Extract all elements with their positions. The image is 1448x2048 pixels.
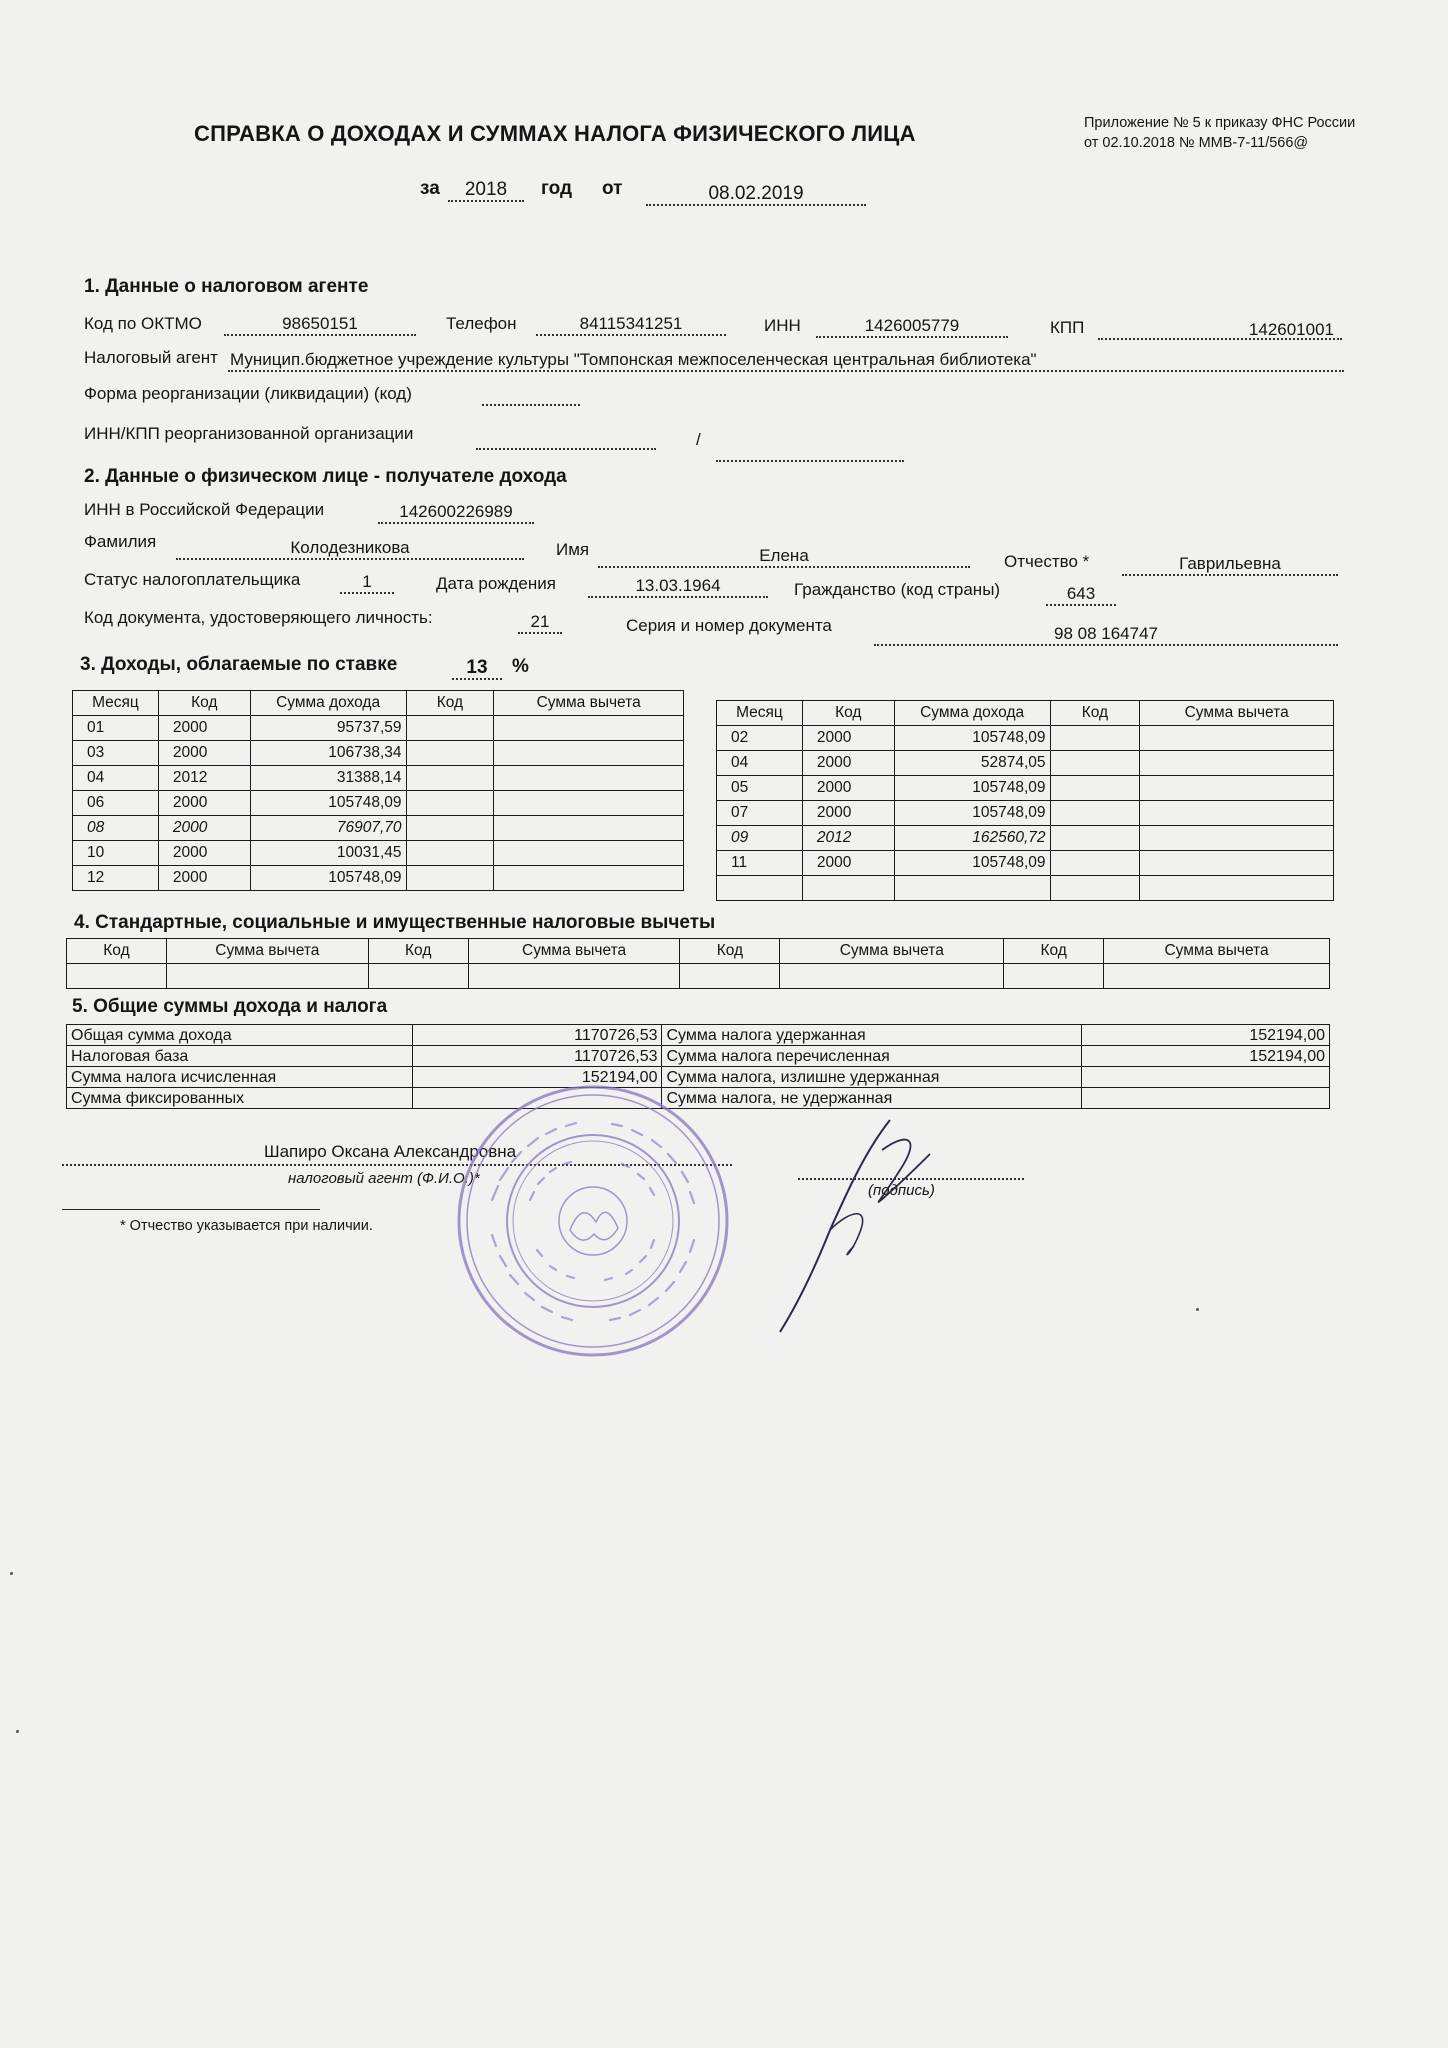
deduction-code-cell — [406, 716, 494, 741]
income-header-row — [73, 691, 684, 716]
deductions-header-cell: Код — [67, 939, 167, 964]
deductions-empty-cell — [680, 964, 780, 989]
deduction-code-cell — [406, 866, 494, 891]
totals-left-value: 152194,00 — [412, 1067, 662, 1088]
income-table-left — [72, 690, 684, 891]
deductions-empty-cell — [166, 964, 368, 989]
income-month-cell: 07 — [717, 801, 803, 826]
totals-left-value: 1170726,53 — [412, 1025, 662, 1046]
income-header-cell: Сумма дохода — [250, 691, 406, 716]
report-date: 08.02.2019 — [646, 184, 866, 206]
deductions-header-cell: Сумма вычета — [468, 939, 680, 964]
income-code-cell: 2000 — [158, 866, 250, 891]
income-month-cell: 04 — [717, 751, 803, 776]
deduction-code-cell — [1050, 751, 1140, 776]
doc-number-value: 98 08 164747 — [874, 624, 1338, 646]
reorg-label: Форма реорганизации (ликвидации) (код) — [84, 384, 412, 403]
income-month-cell: 02 — [717, 726, 803, 751]
kpp-value: 142601001 — [1098, 320, 1342, 340]
surname-label: Фамилия — [84, 532, 157, 551]
income-row — [73, 766, 684, 791]
deductions-header-cell: Сумма вычета — [166, 939, 368, 964]
doc-code-value: 21 — [518, 612, 562, 634]
income-sum-cell: 162560,72 — [894, 826, 1050, 851]
section4-title: 4. Стандартные, социальные и имущественные налоговые вычеты — [74, 912, 716, 933]
totals-left-label: Сумма фиксированных — [67, 1088, 413, 1109]
percent-sign: % — [512, 656, 529, 677]
kpp-label: КПП — [1050, 318, 1085, 337]
section1-title: 1. Данные о налоговом агенте — [84, 276, 369, 297]
income-month-cell: 05 — [717, 776, 803, 801]
income-row — [73, 741, 684, 766]
income-code-cell: 2000 — [158, 816, 250, 841]
deduction-code-cell — [406, 741, 494, 766]
income-header-cell: Сумма вычета — [1140, 701, 1334, 726]
birth-label: Дата рождения — [436, 574, 556, 593]
income-row — [73, 866, 684, 891]
income-month-cell: 11 — [717, 851, 803, 876]
deductions-header-cell: Сумма вычета — [1104, 939, 1330, 964]
deduction-code-cell — [406, 791, 494, 816]
income-row — [717, 776, 1334, 801]
deductions-header-cell: Код — [680, 939, 780, 964]
income-row — [73, 791, 684, 816]
deductions-header-row — [67, 939, 1330, 964]
phone-label: Телефон — [446, 314, 517, 333]
deduction-code-cell — [406, 816, 494, 841]
income-code-cell: 2000 — [802, 726, 894, 751]
deductions-empty-cell — [780, 964, 1004, 989]
income-month-cell: 06 — [73, 791, 159, 816]
income-month-cell — [717, 876, 803, 901]
deductions-header-cell: Сумма вычета — [780, 939, 1004, 964]
income-header-cell: Код — [158, 691, 250, 716]
deduction-sum-cell — [1140, 751, 1334, 776]
income-header-cell: Код — [406, 691, 494, 716]
totals-right-label: Сумма налога перечисленная — [662, 1046, 1082, 1067]
deductions-empty-cell — [1104, 964, 1330, 989]
deduction-code-cell — [1050, 826, 1140, 851]
income-sum-cell: 105748,09 — [894, 726, 1050, 751]
income-code-cell: 2012 — [158, 766, 250, 791]
deduction-sum-cell — [1140, 801, 1334, 826]
name-value: Елена — [598, 546, 970, 568]
section5-title: 5. Общие суммы дохода и налога — [72, 996, 388, 1017]
income-code-cell: 2000 — [158, 716, 250, 741]
income-table-right — [716, 700, 1334, 901]
income-code-cell: 2000 — [802, 851, 894, 876]
income-month-cell: 12 — [73, 866, 159, 891]
deductions-table — [66, 938, 1330, 989]
income-code-cell: 2000 — [802, 751, 894, 776]
agent-fio: Шапиро Оксана Александровна — [264, 1142, 517, 1161]
income-code-cell: 2000 — [158, 791, 250, 816]
income-header-cell: Сумма вычета — [494, 691, 684, 716]
deduction-code-cell — [1050, 876, 1140, 901]
document-title: СПРАВКА О ДОХОДАХ И СУММАХ НАЛОГА ФИЗИЧЕСКОГО ЛИЦА — [194, 121, 916, 146]
totals-right-label: Сумма налога удержанная — [662, 1025, 1082, 1046]
deduction-code-cell — [1050, 776, 1140, 801]
totals-left-label: Сумма налога исчисленная — [67, 1067, 413, 1088]
deduction-code-cell — [406, 766, 494, 791]
date-label: от — [602, 178, 623, 199]
deduction-sum-cell — [1140, 826, 1334, 851]
totals-row — [67, 1025, 1330, 1046]
footnote: * Отчество указывается при наличии. — [120, 1218, 373, 1234]
income-header-cell: Код — [1050, 701, 1140, 726]
income-month-cell: 04 — [73, 766, 159, 791]
deduction-code-cell — [1050, 726, 1140, 751]
agent-inn-value: 1426005779 — [816, 316, 1008, 338]
for-label: за — [420, 178, 440, 199]
income-code-cell — [802, 876, 894, 901]
reorg-kpp-value — [716, 440, 904, 462]
income-row — [73, 716, 684, 741]
deduction-sum-cell — [1140, 851, 1334, 876]
reorg-slash: / — [696, 430, 701, 449]
income-sum-cell: 106738,34 — [250, 741, 406, 766]
income-code-cell: 2000 — [158, 741, 250, 766]
deduction-code-cell — [1050, 851, 1140, 876]
totals-left-label: Налоговая база — [67, 1046, 413, 1067]
agent-fio-caption: налоговый агент (Ф.И.О.)* — [288, 1170, 480, 1187]
income-sum-cell — [894, 876, 1050, 901]
income-sum-cell: 31388,14 — [250, 766, 406, 791]
patronymic-label: Отчество * — [1004, 552, 1090, 571]
income-month-cell: 10 — [73, 841, 159, 866]
income-code-cell: 2012 — [802, 826, 894, 851]
totals-right-label: Сумма налога, излишне удержанная — [662, 1067, 1082, 1088]
income-code-cell: 2000 — [802, 801, 894, 826]
patronymic-value: Гаврильевна — [1122, 554, 1338, 576]
status-value: 1 — [340, 572, 394, 594]
footnote-rule — [62, 1209, 320, 1210]
birth-value: 13.03.1964 — [588, 576, 768, 598]
income-sum-cell: 52874,05 — [894, 751, 1050, 776]
income-row — [717, 801, 1334, 826]
totals-left-value: 1170726,53 — [412, 1046, 662, 1067]
income-sum-cell: 10031,45 — [250, 841, 406, 866]
income-row — [73, 816, 684, 841]
income-sum-cell: 105748,09 — [894, 801, 1050, 826]
deduction-sum-cell — [494, 791, 684, 816]
agent-name: Муницип.бюджетное учреждение культуры "Томпонская межпоселенческая центральная библиотека" — [228, 350, 1344, 372]
deduction-sum-cell — [494, 716, 684, 741]
oktmo-label: Код по ОКТМО — [84, 314, 202, 333]
citizenship-value: 643 — [1046, 584, 1116, 606]
organization-stamp — [452, 1080, 734, 1362]
totals-row — [67, 1046, 1330, 1067]
surname-value: Колодезникова — [176, 538, 524, 560]
deduction-sum-cell — [1140, 876, 1334, 901]
phone-value: 84115341251 — [536, 314, 726, 336]
citizenship-label: Гражданство (код страны) — [794, 580, 1001, 599]
income-header-cell: Месяц — [717, 701, 803, 726]
deduction-sum-cell — [494, 766, 684, 791]
person-inn-value: 142600226989 — [378, 502, 534, 524]
doc-number-label: Серия и номер документа — [626, 616, 832, 635]
year-label: год — [541, 178, 573, 199]
deduction-sum-cell — [494, 741, 684, 766]
reorg-value — [482, 384, 580, 406]
deduction-sum-cell — [1140, 726, 1334, 751]
income-row — [717, 876, 1334, 901]
totals-left-label: Общая сумма дохода — [67, 1025, 413, 1046]
income-row — [717, 751, 1334, 776]
status-label: Статус налогоплательщика — [84, 570, 301, 589]
totals-right-value — [1082, 1067, 1330, 1088]
totals-right-value: 152194,00 — [1082, 1025, 1330, 1046]
income-sum-cell: 105748,09 — [250, 866, 406, 891]
person-inn-label: ИНН в Российской Федерации — [84, 500, 325, 519]
income-sum-cell: 105748,09 — [894, 851, 1050, 876]
totals-right-value — [1082, 1088, 1330, 1109]
income-month-cell: 03 — [73, 741, 159, 766]
income-sum-cell: 76907,70 — [250, 816, 406, 841]
reorg-inn-label: ИНН/КПП реорганизованной организации — [84, 424, 414, 443]
income-row — [73, 841, 684, 866]
income-header-row — [717, 701, 1334, 726]
deductions-empty-cell — [468, 964, 680, 989]
section3-title: 3. Доходы, облагаемые по ставке — [80, 654, 398, 675]
deduction-code-cell — [406, 841, 494, 866]
deduction-sum-cell — [494, 841, 684, 866]
reorg-inn-value — [476, 428, 656, 450]
income-sum-cell: 95737,59 — [250, 716, 406, 741]
section2-title: 2. Данные о физическом лице - получателе дохода — [84, 466, 567, 487]
income-row — [717, 851, 1334, 876]
deductions-empty-cell — [1004, 964, 1104, 989]
signature-caption: (подпись) — [868, 1182, 935, 1199]
income-row — [717, 726, 1334, 751]
appendix-note: Приложение № 5 к приказу ФНС России от 02.10.2018 № ММВ-7-11/566@ — [1084, 115, 1356, 151]
income-header-cell: Сумма дохода — [894, 701, 1050, 726]
doc-code-label: Код документа, удостоверяющего личность: — [84, 608, 433, 627]
deduction-sum-cell — [494, 816, 684, 841]
income-month-cell: 08 — [73, 816, 159, 841]
totals-right-value: 152194,00 — [1082, 1046, 1330, 1067]
name-label: Имя — [556, 540, 590, 559]
income-month-cell: 09 — [717, 826, 803, 851]
handwritten-signature — [770, 1110, 970, 1340]
deductions-header-cell: Код — [368, 939, 468, 964]
deductions-empty-cell — [67, 964, 167, 989]
deductions-header-cell: Код — [1004, 939, 1104, 964]
income-sum-cell: 105748,09 — [894, 776, 1050, 801]
income-code-cell: 2000 — [802, 776, 894, 801]
income-row — [717, 826, 1334, 851]
income-code-cell: 2000 — [158, 841, 250, 866]
deduction-sum-cell — [494, 866, 684, 891]
agent-inn-label: ИНН — [764, 316, 801, 335]
deductions-empty-cell — [368, 964, 468, 989]
totals-right-label: Сумма налога, не удержанная — [662, 1088, 1082, 1109]
income-header-cell: Код — [802, 701, 894, 726]
income-header-cell: Месяц — [73, 691, 159, 716]
deduction-code-cell — [1050, 801, 1140, 826]
income-month-cell: 01 — [73, 716, 159, 741]
tax-rate: 13 — [452, 658, 502, 680]
oktmo-value: 98650151 — [224, 314, 416, 336]
agent-label: Налоговый агент — [84, 348, 218, 367]
deductions-row — [67, 964, 1330, 989]
deduction-sum-cell — [1140, 776, 1334, 801]
report-year: 2018 — [448, 180, 524, 202]
income-sum-cell: 105748,09 — [250, 791, 406, 816]
